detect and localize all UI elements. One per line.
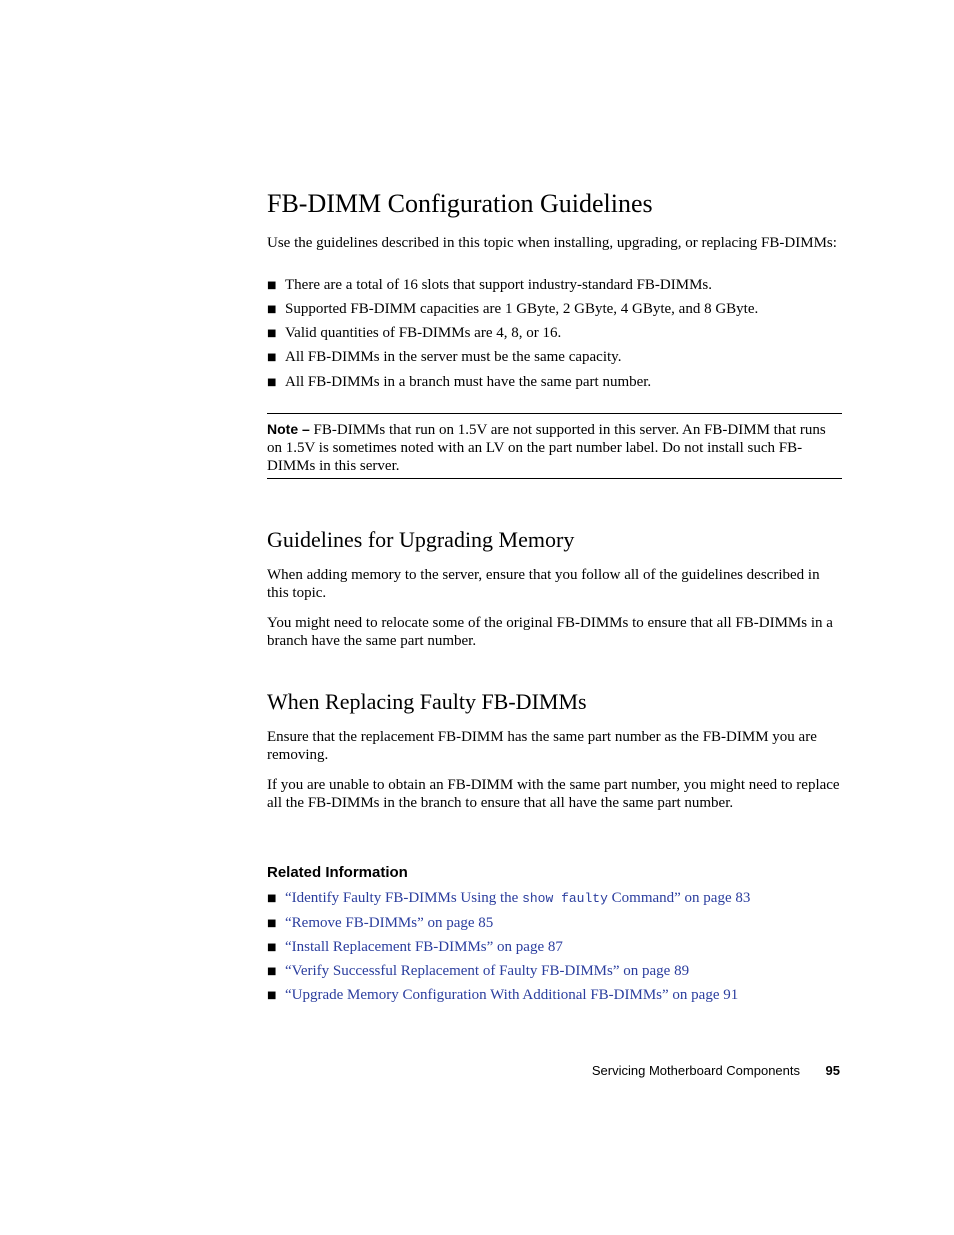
list-item <box>267 889 842 908</box>
square-bullet-icon: ■ <box>267 918 277 929</box>
replacing-paragraph-1: Ensure that the replacement FB-DIMM has the same part number as the FB-DIMM you are removing. <box>267 729 817 763</box>
square-bullet-icon: ■ <box>267 328 277 339</box>
related-link-install[interactable]: “Install Replacement FB-DIMMs” on page 87 <box>285 939 563 955</box>
square-bullet-icon: ■ <box>267 893 277 904</box>
section-heading-replacing: When Replacing Faulty FB-DIMMs <box>267 689 587 714</box>
square-bullet-icon: ■ <box>267 377 277 388</box>
page-title: FB-DIMM Configuration Guidelines <box>267 189 653 218</box>
list-item: ■ All FB-DIMMs in a branch must have the same part number. <box>267 374 652 390</box>
upgrading-paragraph-2: You might need to relocate some of the original FB-DIMMs to ensure that all FB-DIMMs in a branch have the same part number. <box>267 615 833 649</box>
note-box <box>267 413 842 479</box>
page-number: 95 <box>825 1063 840 1078</box>
list-item: ■ All FB-DIMMs in the server must be the same capacity. <box>267 349 622 365</box>
intro-paragraph: Use the guidelines described in this topic when installing, upgrading, or replacing FB-DIMMs: <box>267 235 837 251</box>
square-bullet-icon: ■ <box>267 280 277 291</box>
related-link-identify-faulty[interactable]: “Identify Faulty FB-DIMMs Using the show faulty Command” on page 83 <box>285 890 751 906</box>
note-paragraph <box>267 420 842 475</box>
related-information-heading: Related Information <box>267 864 408 881</box>
list-item <box>267 962 842 981</box>
note-label: Note – <box>267 421 310 437</box>
code-show-faulty: show faulty <box>522 891 608 906</box>
upgrading-paragraph-1: When adding memory to the server, ensure that you follow all of the guidelines described in this topic. <box>267 567 820 601</box>
note-body: FB-DIMMs that run on 1.5V are not supported in this server. An FB-DIMM that runs on 1.5V is sometimes noted with an LV on the part number label. Do not install such FB-DIMMs in this server. <box>267 422 826 474</box>
replacing-paragraph-2: If you are unable to obtain an FB-DIMM with the same part number, you might need to replace all the FB-DIMMs in the branch to ensure that all have the same part number. <box>267 777 840 811</box>
list-item: ■ Valid quantities of FB-DIMMs are 4, 8, or 16. <box>267 325 562 341</box>
list-item <box>267 914 842 933</box>
list-item <box>267 938 842 957</box>
square-bullet-icon: ■ <box>267 352 277 363</box>
square-bullet-icon: ■ <box>267 942 277 953</box>
square-bullet-icon: ■ <box>267 304 277 315</box>
section-heading-upgrading: Guidelines for Upgrading Memory <box>267 527 575 552</box>
related-link-remove[interactable]: “Remove FB-DIMMs” on page 85 <box>285 915 494 931</box>
list-item <box>267 986 842 1005</box>
list-item: ■ Supported FB-DIMM capacities are 1 GByte, 2 GByte, 4 GByte, and 8 GByte. <box>267 301 759 317</box>
related-link-upgrade[interactable]: “Upgrade Memory Configuration With Additional FB-DIMMs” on page 91 <box>285 987 739 1003</box>
square-bullet-icon: ■ <box>267 990 277 1001</box>
related-link-verify[interactable]: “Verify Successful Replacement of Faulty FB-DIMMs” on page 89 <box>285 963 690 979</box>
footer-section-title: Servicing Motherboard Components <box>591 1063 800 1078</box>
list-item: ■ There are a total of 16 slots that support industry-standard FB-DIMMs. <box>267 277 713 293</box>
square-bullet-icon: ■ <box>267 966 277 977</box>
